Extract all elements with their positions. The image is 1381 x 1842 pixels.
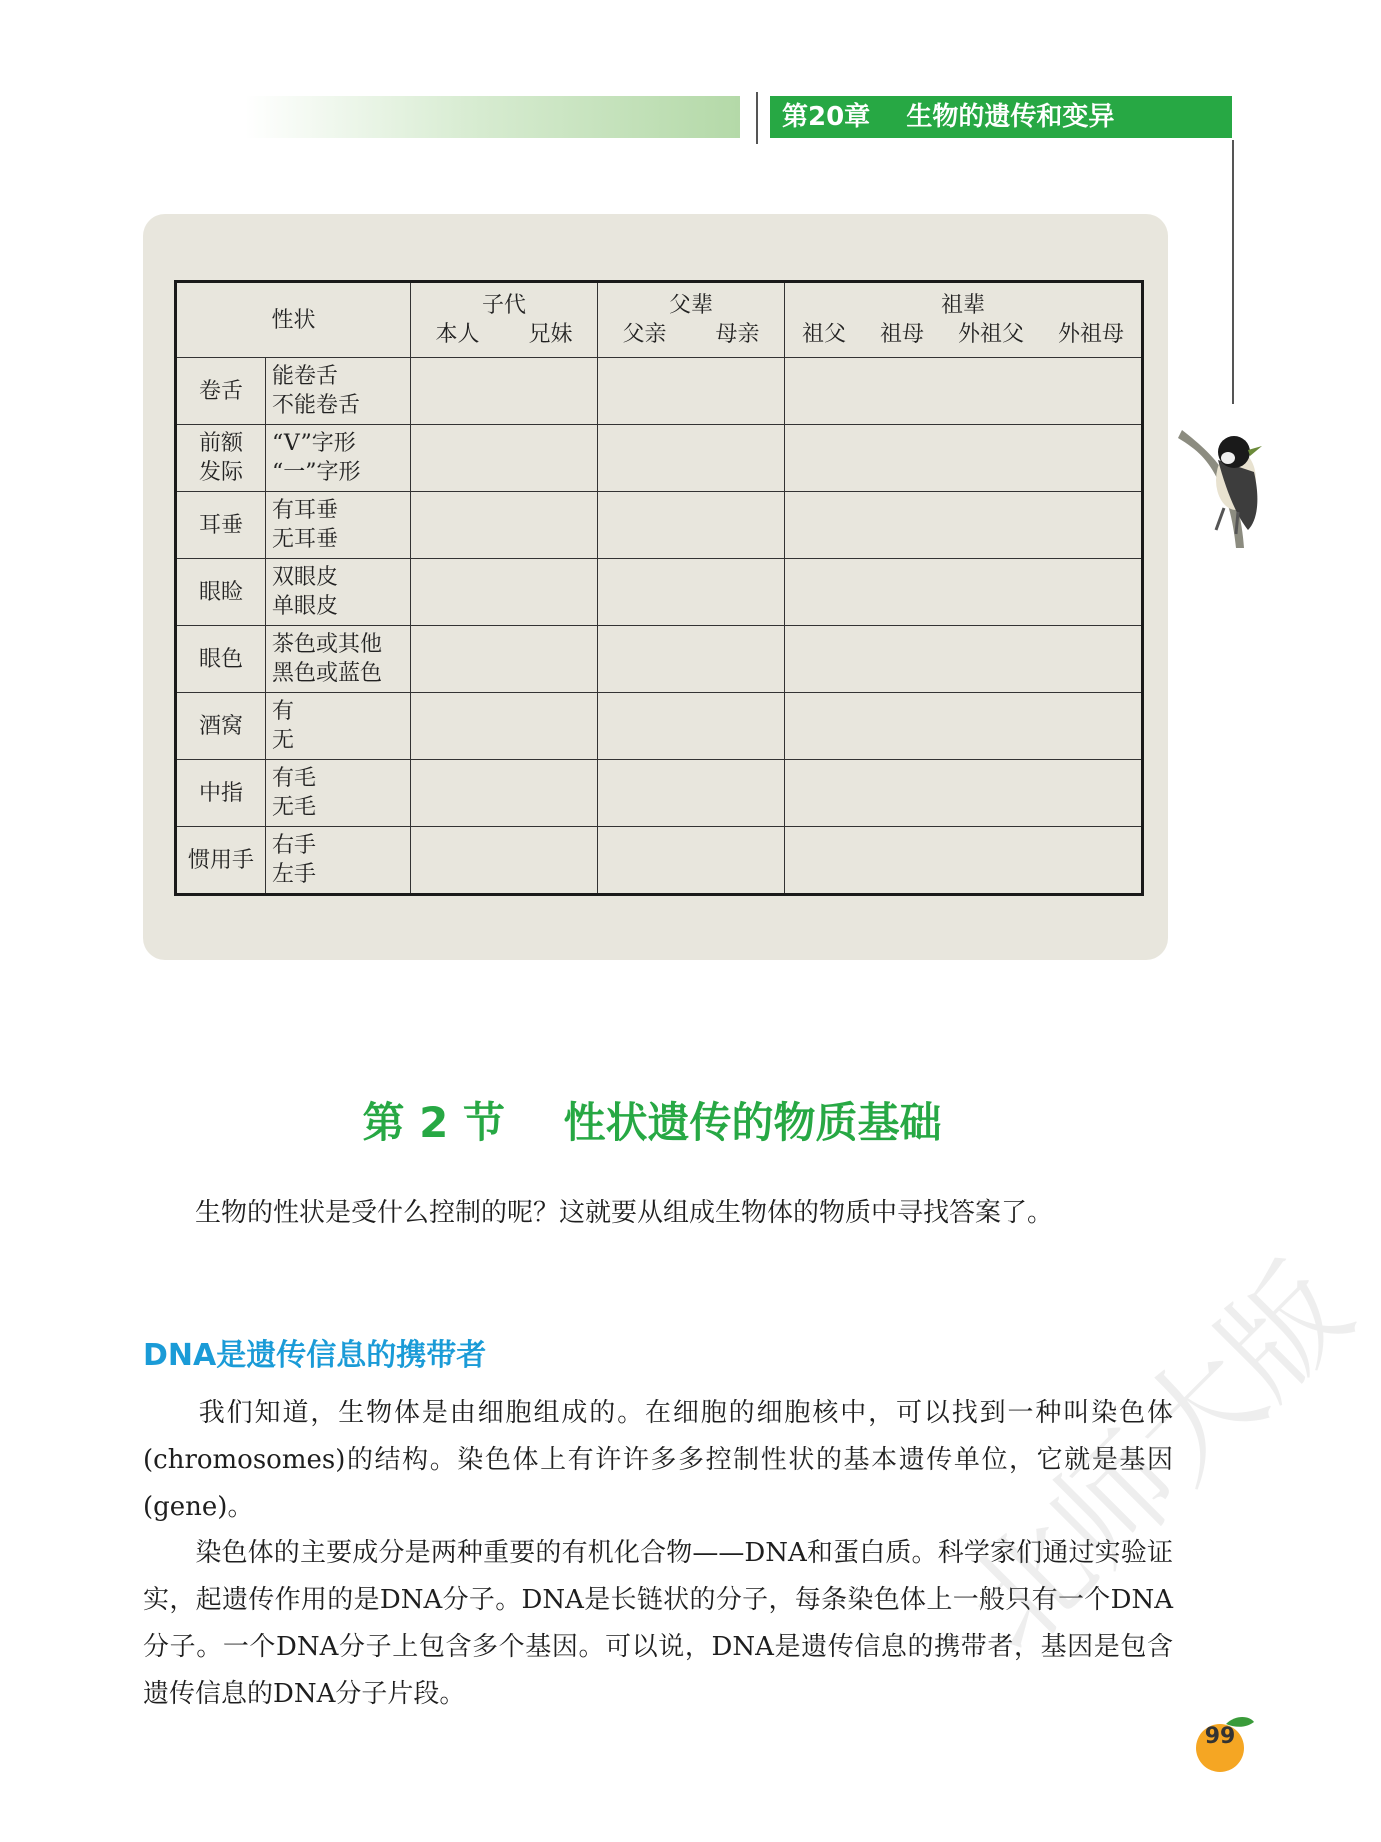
trait-name: 前额 发际 <box>176 425 266 492</box>
table-row <box>176 559 1143 626</box>
table-row <box>176 693 1143 760</box>
trait-name: 惯用手 <box>176 827 266 895</box>
entry-cell[interactable] <box>411 626 598 693</box>
entry-cell[interactable] <box>598 626 785 693</box>
watermark: 北师大版 <box>939 1239 1377 1678</box>
trait-name: 中指 <box>176 760 266 827</box>
bird-icon <box>1178 420 1270 548</box>
group-title: 子代 <box>481 293 526 318</box>
side-rule <box>1232 140 1234 404</box>
trait-values: 茶色或其他 黑色或蓝色 <box>266 626 411 693</box>
trait-values: 右手 左手 <box>266 827 411 895</box>
trait-name: 卷舌 <box>176 358 266 425</box>
entry-cell[interactable] <box>598 559 785 626</box>
member-label: 兄妹 <box>528 322 573 347</box>
table-header-row <box>176 282 1143 358</box>
trait-name: 酒窝 <box>176 693 266 760</box>
member-label: 外祖父 <box>957 322 1024 347</box>
section-title: 第 2 节 性状遗传的物质基础 <box>362 1098 942 1147</box>
trait-values: 有毛 无毛 <box>266 760 411 827</box>
chapter-header: 第20章 生物的遗传和变异 <box>770 96 1232 138</box>
entry-cell[interactable] <box>785 626 1143 693</box>
member-label: 母亲 <box>715 322 760 347</box>
entry-cell[interactable] <box>785 693 1143 760</box>
trait-survey-table <box>174 280 1144 896</box>
member-label: 祖父 <box>801 322 846 347</box>
entry-cell[interactable] <box>411 358 598 425</box>
group-title: 父辈 <box>668 293 713 318</box>
member-label: 祖母 <box>879 322 924 347</box>
header-separator <box>756 92 758 144</box>
entry-cell[interactable] <box>411 827 598 895</box>
entry-cell[interactable] <box>785 760 1143 827</box>
subsection-title: DNA是遗传信息的携带者 <box>143 1338 487 1373</box>
table-row <box>176 760 1143 827</box>
trait-values: 有 无 <box>266 693 411 760</box>
intro-paragraph: 生物的性状是受什么控制的呢？这就要从组成生物体的物质中寻找答案了。 <box>143 1198 1054 1228</box>
entry-cell[interactable] <box>785 425 1143 492</box>
table-row <box>176 492 1143 559</box>
entry-cell[interactable] <box>598 492 785 559</box>
trait-name: 耳垂 <box>176 492 266 559</box>
entry-cell[interactable] <box>411 760 598 827</box>
trait-name: 眼色 <box>176 626 266 693</box>
table-row <box>176 827 1143 895</box>
trait-values: 有耳垂 无耳垂 <box>266 492 411 559</box>
trait-values: “V”字形 “一”字形 <box>266 425 411 492</box>
member-label: 本人 <box>435 322 480 347</box>
trait-header: 性状 <box>176 282 411 358</box>
page-number: 99 <box>1204 1724 1236 1749</box>
member-label: 外祖母 <box>1057 322 1124 347</box>
group-grandparents <box>785 282 1143 358</box>
table-row <box>176 358 1143 425</box>
entry-cell[interactable] <box>411 693 598 760</box>
entry-cell[interactable] <box>598 425 785 492</box>
entry-cell[interactable] <box>411 559 598 626</box>
entry-cell[interactable] <box>785 358 1143 425</box>
header-gradient-bar <box>245 96 740 138</box>
table-row <box>176 425 1143 492</box>
trait-values: 双眼皮 单眼皮 <box>266 559 411 626</box>
entry-cell[interactable] <box>411 492 598 559</box>
group-title: 祖辈 <box>940 293 985 318</box>
member-label: 父亲 <box>622 322 667 347</box>
entry-cell[interactable] <box>598 358 785 425</box>
entry-cell[interactable] <box>785 559 1143 626</box>
body-paragraph-2: 染色体的主要成分是两种重要的有机化合物——DNA和蛋白质。科学家们通过实验证实，起遗传作用的是DNA分子。DNA是长链状的分子，每条染色体上一般只有一个DNA分子。一个DNA分子上包含多个基因。可以说，DNA是遗传信息的携带者，基因是包含遗传信息的DNA分子片段。 <box>143 1538 1173 1709</box>
table-row <box>176 626 1143 693</box>
entry-cell[interactable] <box>598 693 785 760</box>
entry-cell[interactable] <box>598 827 785 895</box>
entry-cell[interactable] <box>785 827 1143 895</box>
group-parents <box>598 282 785 358</box>
entry-cell[interactable] <box>785 492 1143 559</box>
trait-name: 眼睑 <box>176 559 266 626</box>
trait-values: 能卷舌 不能卷舌 <box>266 358 411 425</box>
body-paragraph-1: 我们知道，生物体是由细胞组成的。在细胞的细胞核中，可以找到一种叫染色体(chromosomes)的结构。染色体上有许许多多控制性状的基本遗传单位，它就是基因(gene)。 <box>143 1398 1173 1522</box>
group-offspring <box>411 282 598 358</box>
entry-cell[interactable] <box>411 425 598 492</box>
entry-cell[interactable] <box>598 760 785 827</box>
